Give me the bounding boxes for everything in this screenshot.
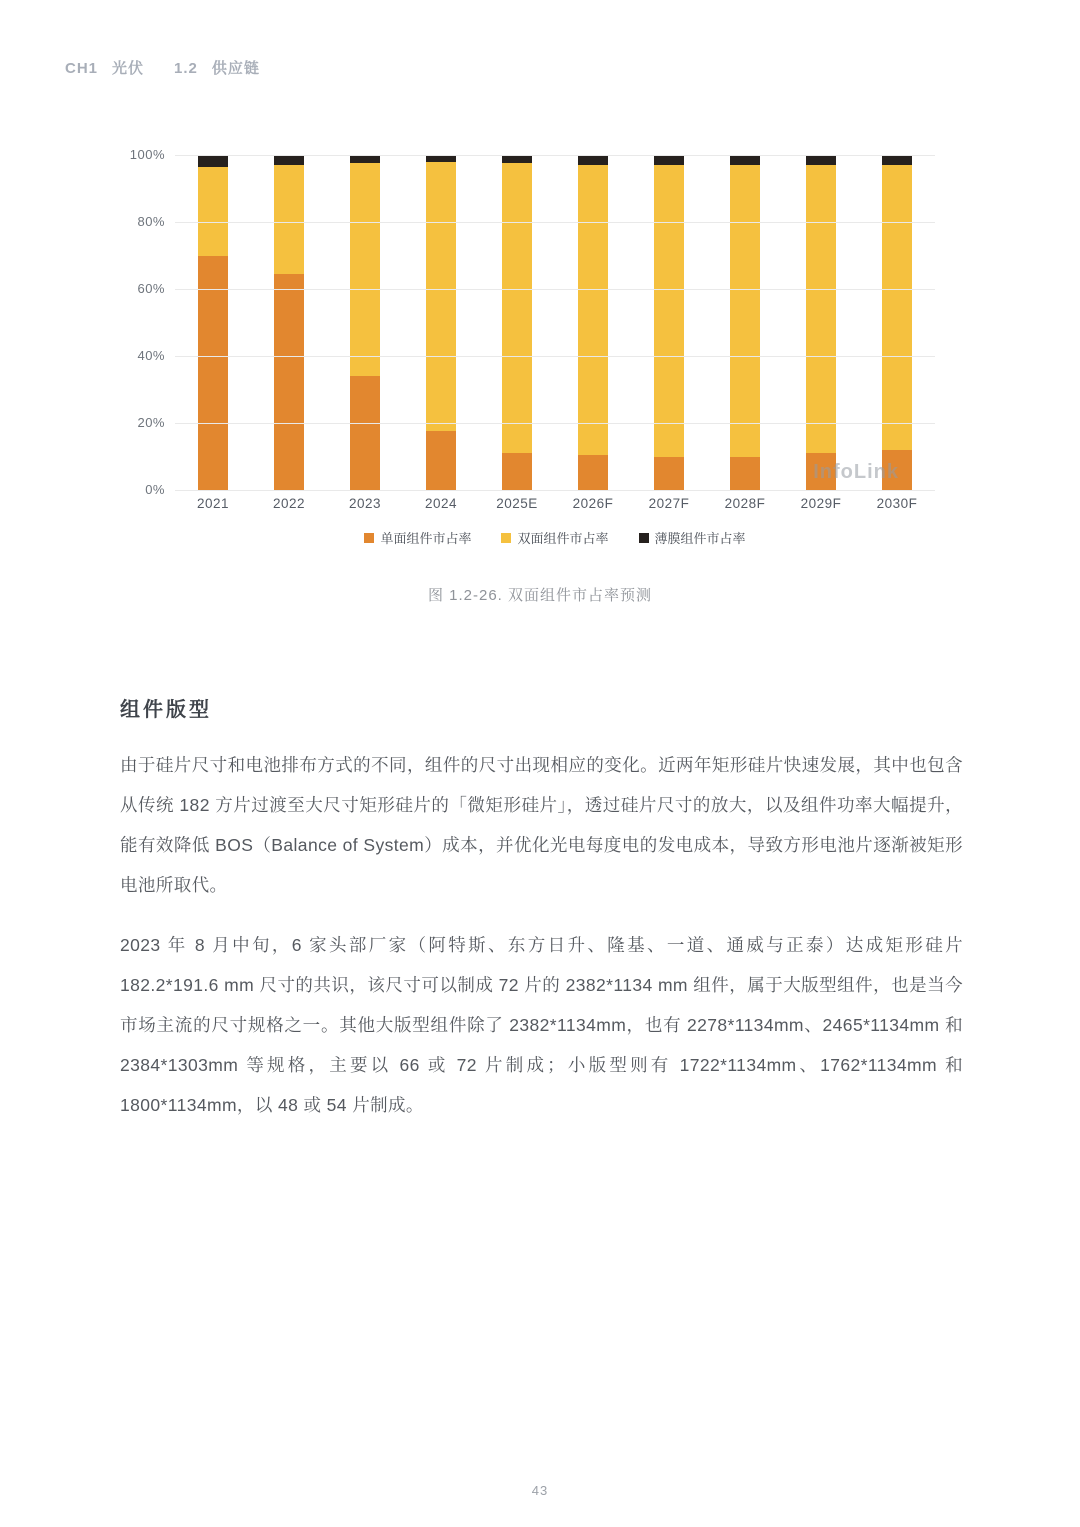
chart-legend: [175, 528, 935, 547]
segment-2027F-单面组件市占率: [654, 457, 684, 491]
legend-item-双面组件市占率: [501, 528, 608, 547]
body-paragraph-2: 2023 年 8 月中旬，6 家头部厂家（阿特斯、东方日升、隆基、一道、通威与正泰）达成矩形硅片 182.2*191.6 mm 尺寸的共识，该尺寸可以制成 72 片的 2382*1134 mm 组件，属于大版型组件，也是当今市场主流的尺寸规格之一。其他大版型组件除了 2382*1134mm，也有 2278*1134mm、2465*1134mm 和 2384*1303mm 等规格，主要以 66 或 72 片制成；小版型则有 1722*1134mm、1762*1134mm 和 1800*1134mm，以 48 或 54 片制成。: [120, 935, 963, 1115]
bar-2028F: [730, 155, 760, 490]
segment-2026F-薄膜组件市占率: [578, 155, 608, 165]
segment-2028F-双面组件市占率: [730, 165, 760, 456]
segment-2027F-薄膜组件市占率: [654, 155, 684, 165]
segment-2023-双面组件市占率: [350, 163, 380, 376]
page-number: 43: [531, 1483, 549, 1498]
bar-slot-2022: [251, 155, 327, 490]
x-tick-label-2025E: 2025E: [496, 496, 538, 511]
segment-2021-薄膜组件市占率: [198, 155, 228, 167]
bar-slot-2027F: [631, 155, 707, 490]
body-paragraph-1: 由于硅片尺寸和电池排布方式的不同，组件的尺寸出现相应的变化。近两年矩形硅片快速发展，其中也包含从传统 182 方片过渡至大尺寸矩形硅片的「微矩形硅片」，透过硅片尺寸的放大，以及组件功率大幅提升，能有效降低 BOS（Balance of System）成本，并优化光电每度电的发电成本，导致方形电池片逐渐被矩形电池所取代。: [120, 755, 963, 895]
segment-2024-双面组件市占率: [426, 162, 456, 432]
bar-slot-2026F: [555, 155, 631, 490]
legend-item-薄膜组件市占率: [639, 528, 746, 547]
page-header-breadcrumb: [65, 57, 274, 78]
segment-2029F-双面组件市占率: [806, 165, 836, 453]
segment-2023-单面组件市占率: [350, 376, 380, 490]
x-tick-label-2026F: 2026F: [572, 496, 614, 511]
bar-2021: [198, 155, 228, 490]
segment-2021-双面组件市占率: [198, 167, 228, 256]
bar-2030F: [882, 155, 912, 490]
legend-item-单面组件市占率: [364, 528, 471, 547]
segment-2028F-薄膜组件市占率: [730, 155, 760, 165]
x-tick-label-2023: 2023: [348, 496, 382, 511]
bar-2024: [426, 155, 456, 490]
bar-2029F: [806, 155, 836, 490]
breadcrumb-chapter-title: 光伏: [112, 60, 145, 77]
x-tick-label-2027F: 2027F: [648, 496, 690, 511]
x-tick-label-2022: 2022: [272, 496, 306, 511]
section-title: 组件版型: [120, 698, 212, 721]
segment-2025E-薄膜组件市占率: [502, 155, 532, 163]
legend-label: 薄膜组件市占率: [654, 531, 746, 546]
segment-2030F-双面组件市占率: [882, 165, 912, 450]
segment-2026F-双面组件市占率: [578, 165, 608, 455]
gridline-100: [175, 155, 935, 156]
bar-slot-2024: [403, 155, 479, 490]
segment-2023-薄膜组件市占率: [350, 155, 380, 163]
y-tick-label-100%: 100%: [129, 147, 165, 162]
y-tick-label-20%: 20%: [137, 415, 165, 430]
x-tick-label-2030F: 2030F: [876, 496, 918, 511]
segment-2022-双面组件市占率: [274, 165, 304, 274]
segment-2024-薄膜组件市占率: [426, 155, 456, 162]
segment-2022-单面组件市占率: [274, 274, 304, 490]
segment-2029F-薄膜组件市占率: [806, 155, 836, 165]
bar-slot-2030F: [859, 155, 935, 490]
legend-label: 单面组件市占率: [380, 531, 472, 546]
segment-2025E-单面组件市占率: [502, 453, 532, 490]
segment-2021-单面组件市占率: [198, 256, 228, 491]
gridline-40: [175, 356, 935, 357]
y-tick-label-40%: 40%: [137, 348, 165, 363]
y-tick-label-60%: 60%: [137, 281, 165, 296]
bar-slot-2029F: [783, 155, 859, 490]
gridline-60: [175, 289, 935, 290]
gridline-20: [175, 423, 935, 424]
bar-slot-2021: [175, 155, 251, 490]
segment-2028F-单面组件市占率: [730, 457, 760, 491]
segment-2024-单面组件市占率: [426, 431, 456, 490]
bar-2023: [350, 155, 380, 490]
segment-2022-薄膜组件市占率: [274, 155, 304, 165]
segment-2030F-薄膜组件市占率: [882, 155, 912, 165]
x-tick-label-2021: 2021: [196, 496, 230, 511]
segment-2026F-单面组件市占率: [578, 455, 608, 490]
bar-slot-2023: [327, 155, 403, 490]
bar-2027F: [654, 155, 684, 490]
x-tick-label-2029F: 2029F: [800, 496, 842, 511]
legend-swatch-icon: [501, 533, 511, 543]
gridline-0: [175, 490, 935, 491]
breadcrumb-section-title: 供应链: [211, 60, 260, 77]
bars-container: [175, 155, 935, 490]
segment-2027F-双面组件市占率: [654, 165, 684, 456]
x-tick-label-2028F: 2028F: [724, 496, 766, 511]
y-tick-label-80%: 80%: [137, 214, 165, 229]
legend-label: 双面组件市占率: [517, 531, 609, 546]
legend-swatch-icon: [364, 533, 374, 543]
y-tick-label-0%: 0%: [145, 482, 165, 497]
x-tick-label-2024: 2024: [424, 496, 458, 511]
bar-2025E: [502, 155, 532, 490]
segment-2025E-双面组件市占率: [502, 163, 532, 453]
breadcrumb-chapter: CH1: [65, 60, 99, 77]
legend-swatch-icon: [639, 533, 649, 543]
gridline-80: [175, 222, 935, 223]
figure-caption: 图 1.2-26. 双面组件市占率预测: [427, 587, 653, 604]
infolink-watermark: InfoLink: [813, 461, 899, 483]
breadcrumb-section-number: 1.2: [174, 60, 198, 77]
bar-slot-2025E: [479, 155, 555, 490]
bar-2022: [274, 155, 304, 490]
bar-slot-2028F: [707, 155, 783, 490]
chart-x-axis: [175, 496, 935, 511]
bar-2026F: [578, 155, 608, 490]
stacked-bar-chart-plot: [175, 155, 935, 490]
